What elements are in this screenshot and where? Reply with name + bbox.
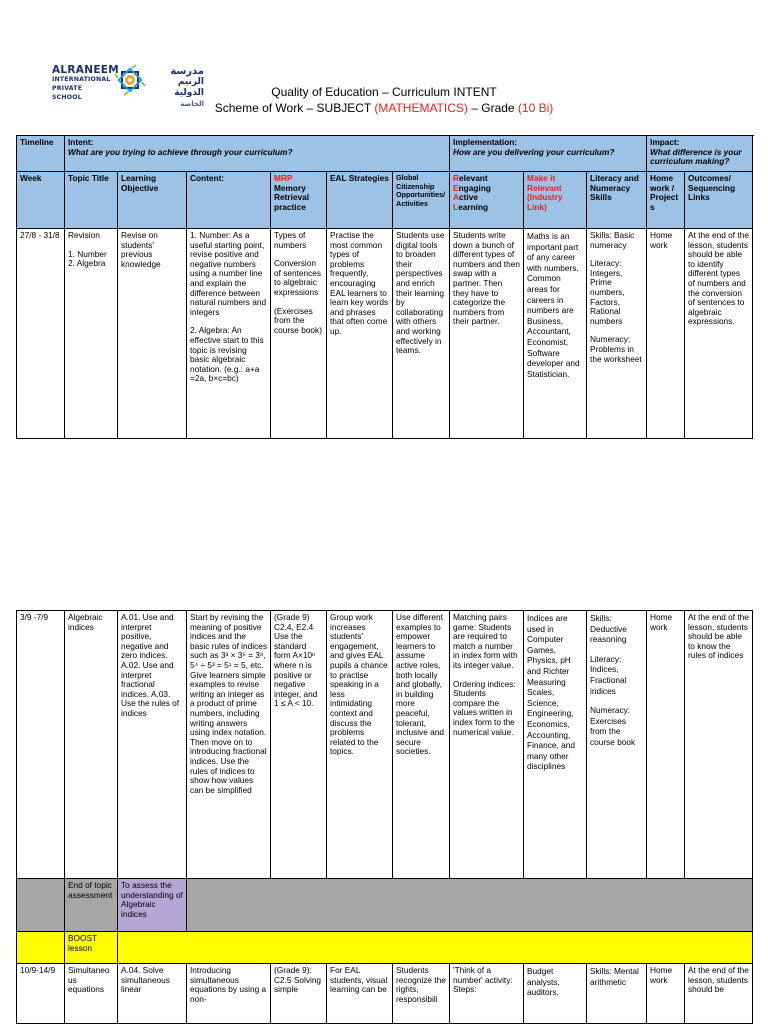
topic-revision: Revision — [68, 230, 100, 240]
topic-algebra: 2. Algebra — [68, 258, 106, 269]
school-logo — [52, 64, 204, 108]
topic-cell: BOOST lesson — [65, 932, 118, 964]
numeracy-text: Numeracy: Problems in the worksheet — [590, 334, 642, 364]
document-title: Quality of Education – Curriculum INTENT — [271, 85, 497, 99]
homework-cell: Home work — [647, 229, 685, 439]
week-cell-empty — [17, 932, 65, 964]
logo-star-icon — [114, 64, 146, 96]
logo-english-text — [52, 64, 120, 102]
subject-name: (MATHEMATICS) — [374, 101, 468, 115]
week-cell: 10/9-14/9 — [17, 964, 65, 1024]
intent-label: Intent: — [68, 137, 94, 147]
mrp-full: Memory Retrieval practice — [274, 182, 310, 212]
topic-cell: End of topic assessment — [65, 879, 118, 932]
content-cell: Start by revising the meaning of positive indices and the basic rules of indices such as 3³ × 3⁵ = 3⁸, 5⁴ ÷ 5³ = 5¹ = 5, etc. Give learners simple examples to revise writing an integer as a product of prime numbers, including writing answers using index notation. Then move on to introducing fractional indices. Use the rules of indices to show how values can be simplified — [187, 611, 271, 879]
implementation-label: Implementation: — [453, 137, 518, 147]
content-header: Content: — [187, 172, 271, 229]
skills-text: Skills: Deductive reasoning — [590, 613, 627, 645]
mrp-header — [271, 172, 327, 229]
topic-number: 1. Number — [68, 248, 107, 259]
real-matching-game: Matching pairs game: Students are required to match a number in index form with its integer value. — [453, 612, 518, 670]
implementation-header — [450, 136, 647, 172]
topic-cell: Simultaneous equations — [65, 964, 118, 1024]
skills-text: Skills: Basic numeracy — [590, 230, 635, 250]
literacy-text: Literacy: Integers, Prime numbers, Factors, Rational numbers — [590, 258, 625, 326]
real-cell — [450, 611, 524, 879]
scheme-table-page-2 — [16, 610, 753, 1024]
objective-cell: To assess the understanding of Algebraic indices — [118, 879, 187, 932]
literacy-cell — [587, 611, 647, 879]
boost-fill — [118, 932, 753, 964]
assessment-fill — [187, 879, 753, 932]
impact-label: Impact: — [650, 137, 680, 147]
real-cell: 'Think of a number' activity: Steps: — [450, 964, 524, 1024]
logo-line-1: ALRANEEM — [52, 64, 120, 76]
intent-header — [65, 136, 450, 172]
mrp-cell — [271, 229, 327, 439]
objective-header: Learning Objective — [118, 172, 187, 229]
mrp-types: Types of numbers — [274, 230, 307, 250]
eal-cell: Practise the most common types of problems frequently, encouraging EAL learners to learn key words and phrases that often come up. — [327, 229, 393, 439]
global-cell: Use different examples to empower learners to assume active roles, both locally and globally, in building more peaceful, tolerant, inclusive and secure societies. — [393, 611, 450, 879]
eal-header: EAL Strategies — [327, 172, 393, 229]
logo-ar-line-2: الرنيم الدولية — [174, 77, 204, 98]
mrp-cell: (Grade 9) C2.4, E2.4 Use the standard form A×10ⁿ where n is positive or negative integer, and 1 ≤ A < 10. — [271, 611, 327, 879]
outcomes-header: Outcomes/ Sequencing Links — [685, 172, 753, 229]
table-row-assessment — [17, 879, 753, 932]
subtitle-prefix: Scheme of Work – SUBJECT — [214, 101, 375, 115]
document-subtitle — [200, 101, 568, 115]
timeline-header: Timeline — [17, 136, 65, 172]
real-relevant: elevant — [459, 173, 488, 183]
mrp-acronym: MRP — [274, 173, 293, 183]
week-cell-empty — [17, 879, 65, 932]
real-engaging: ngaging — [458, 182, 491, 193]
content-number: 1. Number: As a useful starting point, revise positive and negative numbers using a number line and explain the difference between natural numbers and integers — [190, 230, 267, 317]
outcomes-cell: At the end of the lesson, students should be able to identify different types of numbers and the conversion of sentences to algebraic expressions. — [685, 229, 753, 439]
week-cell: 3/9 -7/9 — [17, 611, 65, 879]
real-learning: earning — [458, 201, 489, 212]
literacy-cell — [587, 229, 647, 439]
content-cell — [187, 229, 271, 439]
week-header: Week — [17, 172, 65, 229]
industry-cell: Maths is an important part of any career with numbers. Common areas for careers in numbers are Business, Accountant, Economist, Software developer and Statistician. — [524, 229, 587, 439]
impact-question: What difference is your curriculum making? — [650, 146, 742, 167]
table-row-revision — [17, 229, 753, 439]
industry-link-header: Make it Relevant (Industry Link) — [524, 172, 587, 229]
logo-ar-line-1: مدرسة — [170, 66, 204, 77]
topic-cell — [65, 229, 118, 439]
industry-cell: Budget analysts, auditors, — [524, 964, 587, 1024]
subtitle-mid: – Grade — [467, 101, 518, 115]
table-row-boost — [17, 932, 753, 964]
global-citizenship-header: Global Citizenship Opportunities/Activities — [393, 172, 450, 229]
objective-cell: A.04. Solve simultaneous linear — [118, 964, 187, 1024]
logo-ar-line-3: الخاصة — [180, 100, 204, 108]
literacy-header: Literacy and Numeracy Skills — [587, 172, 647, 229]
literacy-cell: Skills: Mental arithmetic — [587, 964, 647, 1024]
table-row-indices — [17, 611, 753, 879]
real-cell: Students write down a bunch of different types of numbers and then swap with a partner. Then they have to categorize the numbers from their partner. — [450, 229, 524, 439]
outcomes-cell: At the end of the lesson, students should be able to know the rules of indices — [685, 611, 753, 879]
numeracy-text: Numeracy: Exercises from the course book — [590, 705, 636, 747]
content-algebra: 2. Algebra: An effective start to this topic is revising basic algebraic notation. (e.g.: a+a =2a, b×c=bc) — [190, 325, 264, 384]
mrp-exercises: (Exercises from the course book) — [274, 305, 322, 335]
impact-header — [647, 136, 753, 172]
industry-cell: Indices are used in Computer Games, Physics, pH and Richter Measuring Scales, Science, Engineering, Economics, Accounting, Finance, and many other disciplines — [524, 611, 587, 879]
content-cell: Introducing simultaneous equations by using a non- — [187, 964, 271, 1024]
logo-arabic-text — [148, 66, 204, 110]
outcomes-cell: At the end of the lesson, students should be — [685, 964, 753, 1024]
homework-cell: Home work — [647, 611, 685, 879]
objective-cell: A.01. Use and interpret positive, negative and zero indices. A.02. Use and interpret fractional indices. A.03. Use the rules of indices — [118, 611, 187, 879]
mrp-conversion: Conversion of sentences to algebraic expressions — [274, 258, 322, 297]
global-cell: Students use digital tools to broaden their perspectives and enrich their learning by collaborating with others and working effectively in teams. — [393, 229, 450, 439]
eal-cell: Group work increases students' engagement, and gives EAL pupils a chance to practise speaking in a less intimidating context and discuss the problems related to the topics. — [327, 611, 393, 879]
mrp-cell: (Grade 9): C2.5 Solving simple — [271, 964, 327, 1024]
homework-header: Home work / Projects — [647, 172, 685, 229]
real-header — [450, 172, 524, 229]
scheme-table-page-1 — [16, 135, 753, 439]
implementation-question: How are you delivering your curriculum? — [453, 146, 615, 157]
real-a: A — [453, 192, 460, 203]
real-l: L — [453, 201, 459, 212]
eal-cell: For EAL students, visual learning can be — [327, 964, 393, 1024]
grade-value: (10 Bi) — [517, 101, 554, 115]
global-cell: Students recognize the rights, responsibili — [393, 964, 450, 1024]
logo-line-2: INTERNATIONAL — [52, 76, 111, 83]
logo-line-3: PRIVATE SCHOOL — [52, 85, 83, 101]
real-e: E — [453, 182, 459, 193]
topic-header: Topic Title — [65, 172, 118, 229]
table-row-simultaneous — [17, 964, 753, 1024]
intent-question: What are you trying to achieve through your curriculum? — [68, 146, 293, 157]
real-active: ctive — [459, 192, 478, 203]
topic-cell: Algebraic indices — [65, 611, 118, 879]
homework-cell: Home work — [647, 964, 685, 1024]
literacy-text: Literacy: Indices, Fractional indices — [590, 653, 627, 696]
objective-cell: Revise on students' previous knowledge — [118, 229, 187, 439]
week-cell: 27/8 - 31/8 — [17, 229, 65, 439]
real-ordering: Ordering indices: Students compare the values written in index form to the numerical value. — [453, 678, 516, 737]
real-r: R — [453, 173, 460, 183]
